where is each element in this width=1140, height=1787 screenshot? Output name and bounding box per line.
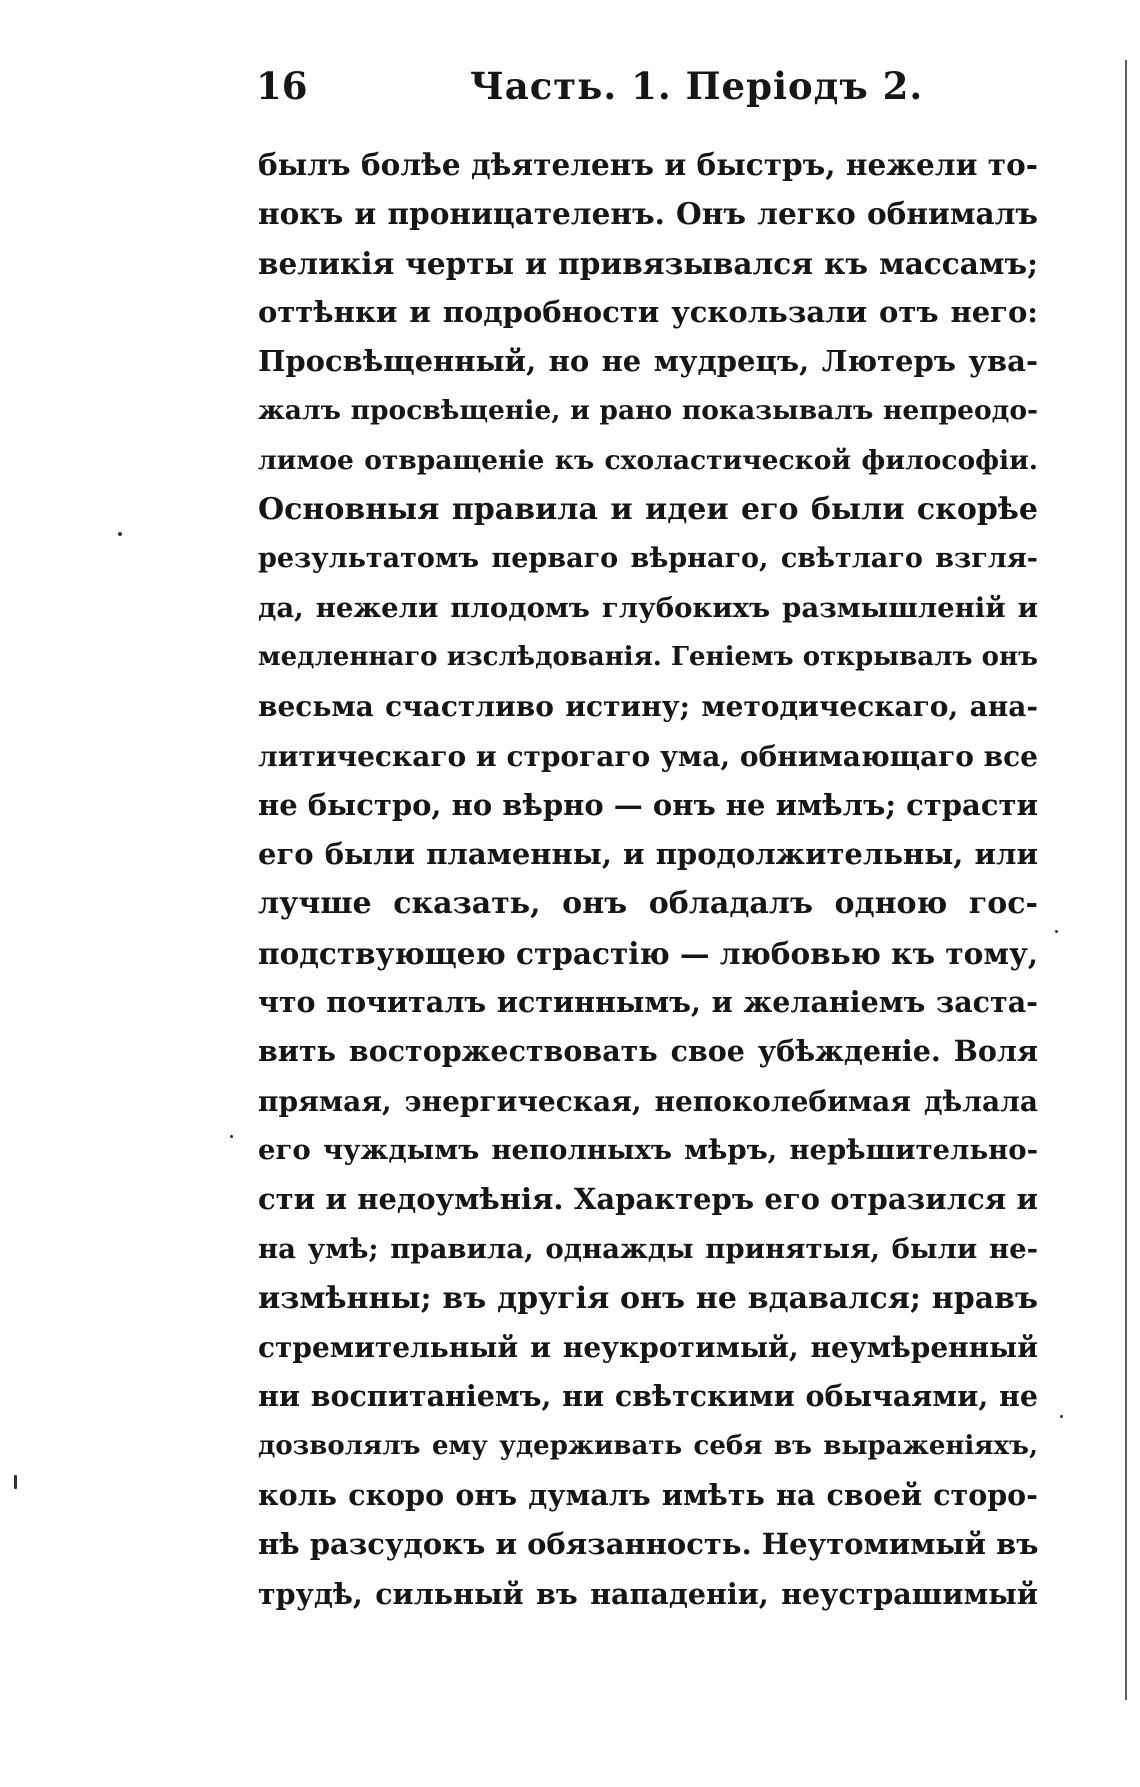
- text-line: нѣ разсудокъ и обязанность. Неутомимый въ: [258, 1527, 1038, 1562]
- text-line: былъ болѣе дѣятеленъ и быстръ, нежели то-: [258, 147, 1038, 182]
- text-line: прямая, энергическая, непоколебимая дѣлала: [258, 1084, 1038, 1118]
- dust-speck: [14, 1475, 17, 1489]
- dust-speck: [1060, 1415, 1063, 1418]
- text-line: стремительный и неукротимый, неумѣренный: [258, 1331, 1038, 1365]
- text-line: лимое отвращеніе къ схоластической философіи.: [258, 444, 1038, 476]
- page-number: 16: [256, 64, 308, 108]
- dust-speck: [230, 1135, 233, 1138]
- text-line: ни воспитаніемъ, ни свѣтскими обычаями, не: [258, 1379, 1038, 1414]
- text-line: его чуждымъ неполныхъ мѣръ, нерѣшительно-: [258, 1133, 1038, 1166]
- dust-speck: [118, 532, 122, 536]
- dust-speck: [1055, 930, 1058, 933]
- text-line: дозволялъ ему удерживать себя въ выраженіяхъ,: [258, 1430, 1038, 1461]
- text-line: коль скоро онъ думалъ имѣть на своей сторо-: [258, 1478, 1038, 1513]
- text-line: Основныя правила и идеи его были скорѣе: [258, 492, 1038, 528]
- text-line: не быстро, но вѣрно — онъ не имѣлъ; страсти: [258, 787, 1038, 822]
- page-edge-line: [1125, 60, 1127, 1700]
- text-line: оттѣнки и подробности ускользали отъ него:: [258, 294, 1038, 329]
- text-line: вить восторжествовать свое убѣжденіе. Воля: [258, 1034, 1038, 1069]
- text-line: великія черты и привязывался къ массамъ;: [258, 245, 1038, 281]
- page-header: [0, 56, 1140, 116]
- text-line: результатомъ перваго вѣрнаго, свѣтлаго взгля-: [258, 543, 1038, 575]
- text-line: литическаго и строгаго ума, обнимающаго все: [258, 739, 1038, 773]
- text-line: его были пламенны, и продолжительны, или: [258, 837, 1038, 872]
- text-line: нокъ и проницателенъ. Онъ легко обнималъ: [258, 196, 1038, 232]
- text-line: что почиталъ истиннымъ, и желаніемъ заста-: [258, 985, 1038, 1020]
- body-text: [258, 140, 1038, 1619]
- text-line: лучше сказать, онъ обладалъ одною гос-: [258, 886, 1038, 922]
- text-line: измѣнны; въ другія онъ не вдавался; нравъ: [258, 1280, 1038, 1316]
- text-line: подствующею страстію — любовью къ тому,: [258, 935, 1038, 971]
- text-line: трудѣ, сильный въ нападеніи, неустрашимый: [258, 1576, 1038, 1611]
- text-line: сти и недоумѣнія. Характеръ его отразился и: [258, 1182, 1038, 1217]
- text-line: весьма счастливо истину; методическаго, ана-: [258, 690, 1038, 724]
- text-line: на умѣ; правила, однажды принятыя, были не-: [258, 1232, 1038, 1265]
- text-line: Просвѣщенный, но не мудрецъ, Лютеръ ува-: [258, 344, 1038, 379]
- running-title: Часть. 1. Періодъ 2.: [470, 64, 924, 108]
- text-line: да, нежели плодомъ глубокихъ размышленій и: [258, 591, 1038, 624]
- text-line: жалъ просвѣщеніе, и рано показывалъ непреодо-: [258, 395, 1038, 427]
- text-line: медленнаго изслѣдованія. Геніемъ открывалъ онъ: [258, 641, 1038, 672]
